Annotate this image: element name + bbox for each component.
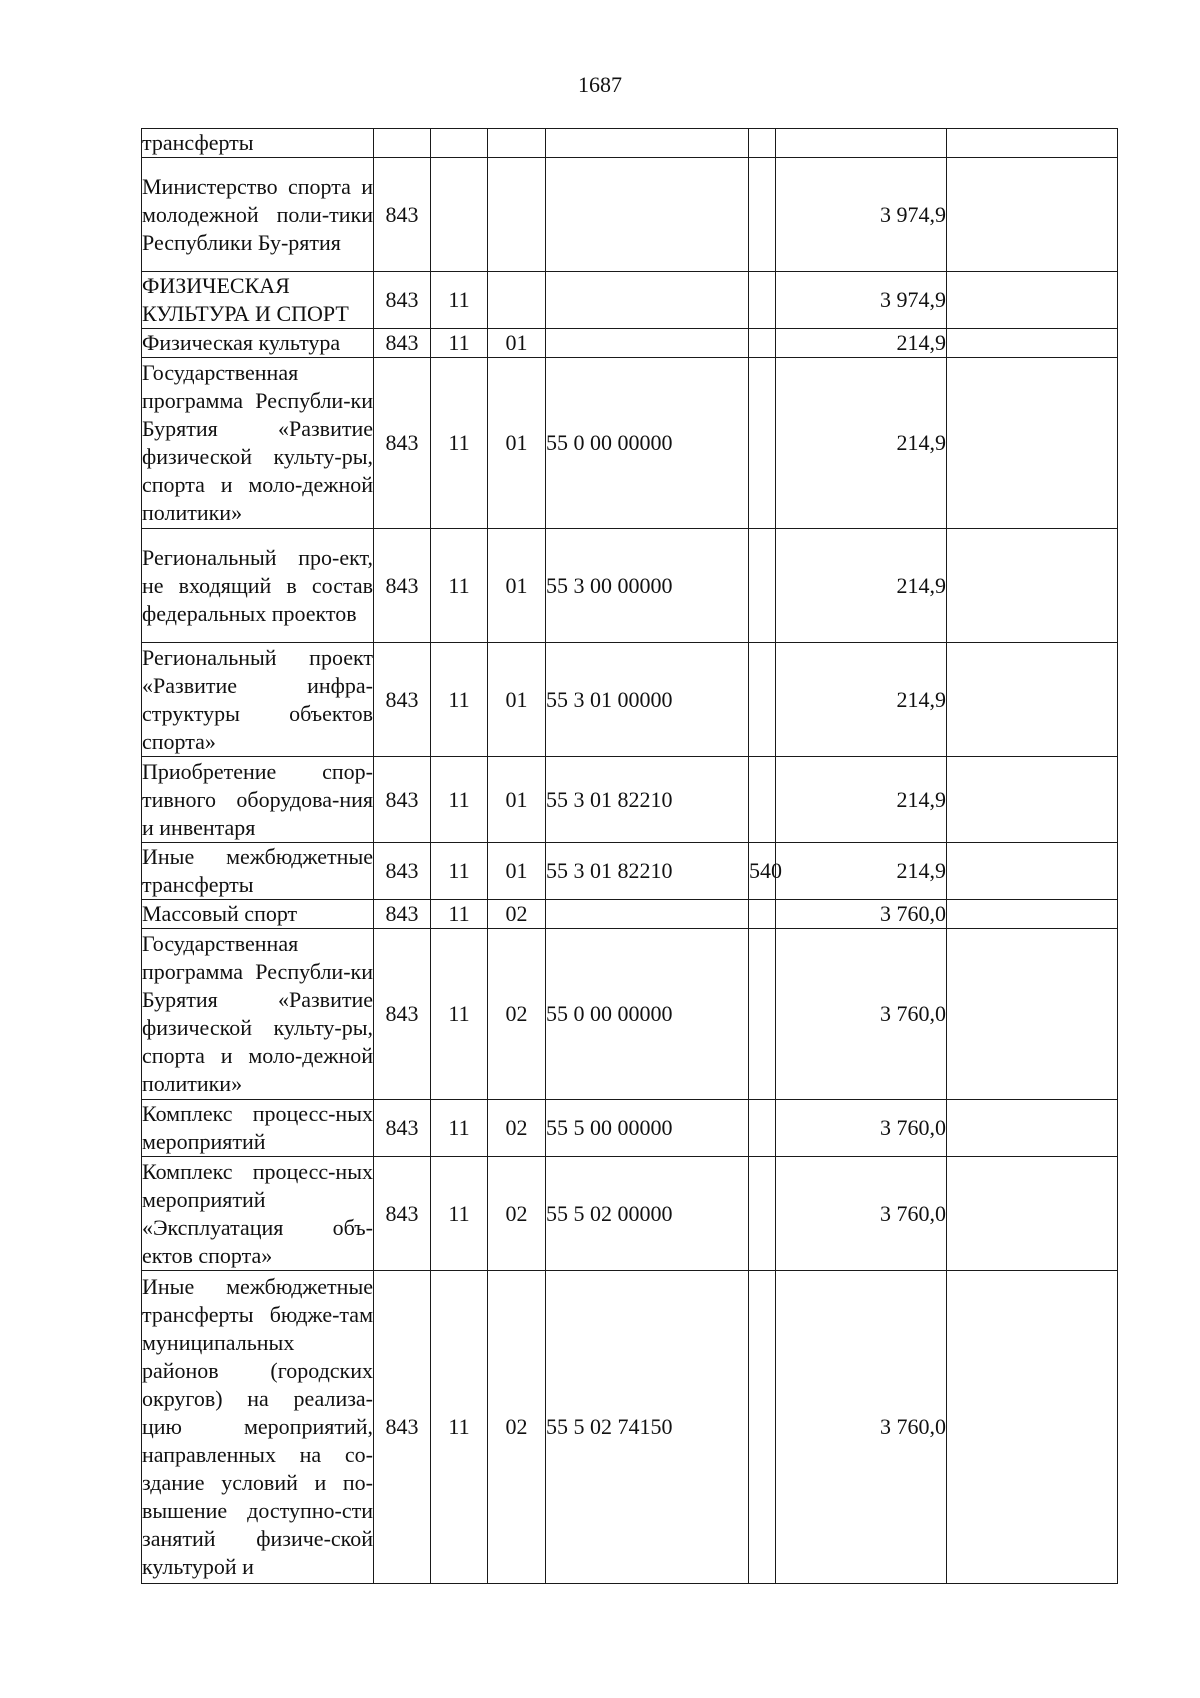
row-name-cell: ФИЗИЧЕСКАЯ КУЛЬТУРА И СПОРТ (142, 272, 374, 329)
extra-cell (947, 757, 1118, 843)
target-item-code-cell (546, 900, 749, 929)
target-item-code-cell (546, 158, 749, 272)
extra-cell (947, 1271, 1118, 1584)
row-name-cell: Массовый спорт (142, 900, 374, 929)
extra-cell (947, 1157, 1118, 1271)
expense-type-code-cell (749, 757, 776, 843)
extra-cell (947, 129, 1118, 158)
extra-cell (947, 358, 1118, 529)
section-code-cell (431, 158, 488, 272)
row-name-cell: Физическая культура (142, 329, 374, 358)
subsection-code-cell: 02 (488, 1100, 546, 1157)
table-row (142, 757, 1118, 843)
department-code-cell: 843 (374, 929, 431, 1100)
expense-type-code-cell (749, 129, 776, 158)
extra-cell (947, 843, 1118, 900)
section-code-cell: 11 (431, 1271, 488, 1584)
section-code-cell: 11 (431, 643, 488, 757)
subsection-code-cell (488, 272, 546, 329)
target-item-code-cell: 55 5 02 74150 (546, 1271, 749, 1584)
subsection-code-cell: 01 (488, 329, 546, 358)
extra-cell (947, 529, 1118, 643)
amount-cell: 3 974,9 (776, 272, 947, 329)
row-name-cell: Иные межбюджетные трансферты (142, 843, 374, 900)
subsection-code-cell: 02 (488, 929, 546, 1100)
expense-type-code-cell (749, 1157, 776, 1271)
expense-type-code-cell (749, 329, 776, 358)
table-row (142, 1157, 1118, 1271)
department-code-cell: 843 (374, 1100, 431, 1157)
subsection-code-cell: 02 (488, 1271, 546, 1584)
extra-cell (947, 329, 1118, 358)
section-code-cell (431, 129, 488, 158)
table-row (142, 129, 1118, 158)
row-name-cell: Комплекс процесс-ных мероприятий «Эксплуатация объ-ектов спорта» (142, 1157, 374, 1271)
target-item-code-cell: 55 0 00 00000 (546, 929, 749, 1100)
department-code-cell: 843 (374, 1271, 431, 1584)
row-name-cell: Иные межбюджетные трансферты бюдже-там муниципальных районов (городских округов) на реализа-цию мероприятий, направленных на со-здание условий и по-вышение доступно-сти занятий физиче-ской культурой и (142, 1271, 374, 1584)
section-code-cell: 11 (431, 929, 488, 1100)
expense-type-code-cell (749, 643, 776, 757)
target-item-code-cell (546, 129, 749, 158)
department-code-cell: 843 (374, 1157, 431, 1271)
department-code-cell: 843 (374, 900, 431, 929)
subsection-code-cell (488, 158, 546, 272)
department-code-cell: 843 (374, 643, 431, 757)
row-name-cell: Региональный проект «Развитие инфра-структуры объектов спорта» (142, 643, 374, 757)
department-code-cell: 843 (374, 272, 431, 329)
section-code-cell: 11 (431, 757, 488, 843)
section-code-cell: 11 (431, 329, 488, 358)
target-item-code-cell: 55 5 02 00000 (546, 1157, 749, 1271)
expense-type-code-cell (749, 158, 776, 272)
table-row (142, 900, 1118, 929)
department-code-cell: 843 (374, 757, 431, 843)
amount-cell: 3 760,0 (776, 1271, 947, 1584)
expense-type-code-cell: 540 (749, 843, 776, 900)
extra-cell (947, 929, 1118, 1100)
amount-cell: 3 760,0 (776, 1157, 947, 1271)
department-code-cell: 843 (374, 843, 431, 900)
expense-type-code-cell (749, 272, 776, 329)
subsection-code-cell: 02 (488, 900, 546, 929)
table-row (142, 272, 1118, 329)
row-name-cell: Министерство спорта и молодежной поли-тики Республики Бу-рятия (142, 158, 374, 272)
amount-cell: 3 760,0 (776, 1100, 947, 1157)
department-code-cell: 843 (374, 358, 431, 529)
budget-table (141, 128, 1118, 1584)
expense-type-code-cell (749, 1100, 776, 1157)
section-code-cell: 11 (431, 358, 488, 529)
expense-type-code-cell (749, 1271, 776, 1584)
amount-cell: 214,9 (776, 843, 947, 900)
target-item-code-cell (546, 329, 749, 358)
row-name-cell: Комплекс процесс-ных мероприятий (142, 1100, 374, 1157)
table-row (142, 1271, 1118, 1584)
extra-cell (947, 158, 1118, 272)
department-code-cell: 843 (374, 158, 431, 272)
target-item-code-cell: 55 3 00 00000 (546, 529, 749, 643)
section-code-cell: 11 (431, 843, 488, 900)
row-name-cell: трансферты (142, 129, 374, 158)
table-row (142, 358, 1118, 529)
expense-type-code-cell (749, 358, 776, 529)
subsection-code-cell: 01 (488, 843, 546, 900)
amount-cell: 214,9 (776, 643, 947, 757)
table-row (142, 158, 1118, 272)
table-row (142, 929, 1118, 1100)
expense-type-code-cell (749, 529, 776, 643)
table-row (142, 329, 1118, 358)
row-name-cell: Региональный про-ект, не входящий в состав федеральных проектов (142, 529, 374, 643)
amount-cell: 3 760,0 (776, 900, 947, 929)
section-code-cell: 11 (431, 1157, 488, 1271)
amount-cell (776, 129, 947, 158)
amount-cell: 3 760,0 (776, 929, 947, 1100)
amount-cell: 3 974,9 (776, 158, 947, 272)
amount-cell: 214,9 (776, 757, 947, 843)
target-item-code-cell: 55 5 00 00000 (546, 1100, 749, 1157)
amount-cell: 214,9 (776, 358, 947, 529)
section-code-cell: 11 (431, 1100, 488, 1157)
table-row (142, 529, 1118, 643)
subsection-code-cell: 01 (488, 757, 546, 843)
amount-cell: 214,9 (776, 329, 947, 358)
amount-cell: 214,9 (776, 529, 947, 643)
extra-cell (947, 272, 1118, 329)
subsection-code-cell: 01 (488, 529, 546, 643)
extra-cell (947, 1100, 1118, 1157)
row-name-cell: Государственная программа Республи-ки Бурятия «Развитие физической культу-ры, спорта и моло-дежной политики» (142, 929, 374, 1100)
subsection-code-cell: 01 (488, 358, 546, 529)
department-code-cell: 843 (374, 529, 431, 643)
department-code-cell: 843 (374, 329, 431, 358)
extra-cell (947, 900, 1118, 929)
target-item-code-cell: 55 3 01 00000 (546, 643, 749, 757)
subsection-code-cell: 02 (488, 1157, 546, 1271)
table-row (142, 1100, 1118, 1157)
table-row (142, 843, 1118, 900)
subsection-code-cell: 01 (488, 643, 546, 757)
table-row (142, 643, 1118, 757)
target-item-code-cell: 55 3 01 82210 (546, 757, 749, 843)
extra-cell (947, 643, 1118, 757)
target-item-code-cell (546, 272, 749, 329)
section-code-cell: 11 (431, 272, 488, 329)
department-code-cell (374, 129, 431, 158)
target-item-code-cell: 55 0 00 00000 (546, 358, 749, 529)
section-code-cell: 11 (431, 900, 488, 929)
row-name-cell: Приобретение спор-тивного оборудова-ния и инвентаря (142, 757, 374, 843)
expense-type-code-cell (749, 900, 776, 929)
target-item-code-cell: 55 3 01 82210 (546, 843, 749, 900)
page-number: 1687 (578, 72, 622, 97)
expense-type-code-cell (749, 929, 776, 1100)
section-code-cell: 11 (431, 529, 488, 643)
subsection-code-cell (488, 129, 546, 158)
row-name-cell: Государственная программа Республи-ки Бурятия «Развитие физической культу-ры, спорта и моло-дежной политики» (142, 358, 374, 529)
